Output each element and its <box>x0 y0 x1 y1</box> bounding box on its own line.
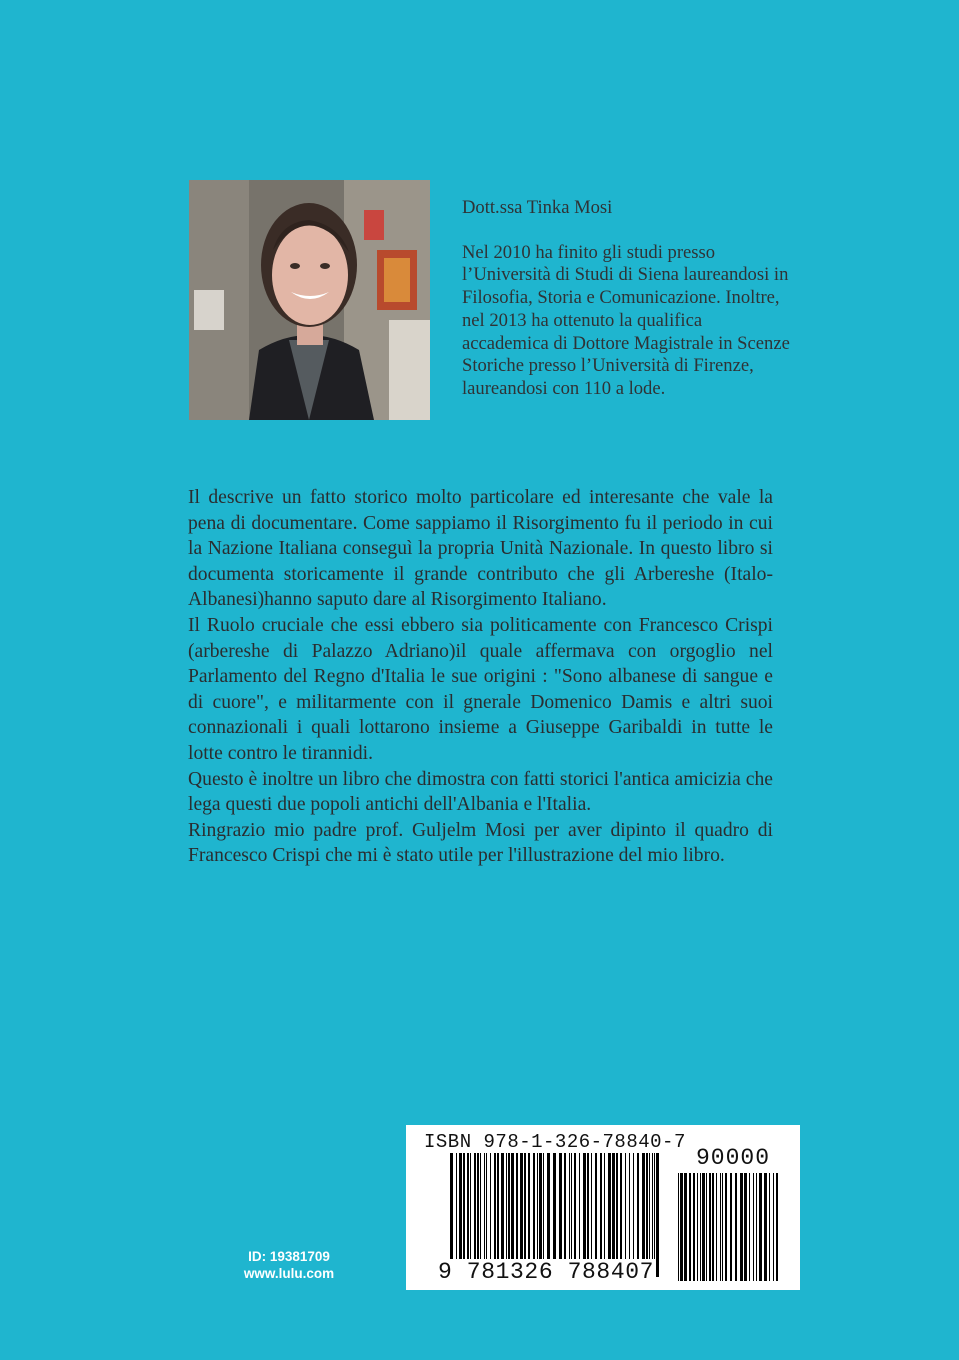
barcode-bar <box>722 1173 723 1281</box>
isbn-barcode <box>406 1125 800 1290</box>
price-code: 90000 <box>696 1145 771 1171</box>
barcode-bar <box>730 1173 732 1281</box>
barcode-bar <box>712 1173 714 1281</box>
description-paragraph: Questo è inoltre un libro che dimostra con fatti storici l'antica amicizia che lega questi due popoli antichi dell'Albania e l'Italia. <box>188 768 773 816</box>
author-name: Dott.ssa Tinka Mosi <box>462 197 613 218</box>
barcode-bar <box>756 1173 757 1281</box>
barcode-bar <box>680 1173 683 1281</box>
barcode-bar <box>769 1173 770 1281</box>
publisher-url: www.lulu.com <box>243 1266 335 1281</box>
barcode-digits: 9 781326 788407 <box>438 1259 655 1285</box>
barcode-bar <box>697 1173 698 1281</box>
barcode-bar <box>678 1173 679 1281</box>
barcode-bar <box>656 1153 659 1277</box>
author-bio-text: Nel 2010 ha finito gli studi presso l’Università di Studi di Siena laureandosi in Filosofia, Storia e Comunicazione. Inoltre, nel 2013 ha ottenuto la qualifica accademica di Dottore Magistrale in Scenze Storiche presso l’Università di Firenze, laureandosi con 110 a lode. <box>462 241 790 399</box>
book-description <box>188 485 773 869</box>
author-photo <box>189 180 430 420</box>
barcode-bar <box>759 1173 762 1281</box>
barcode-bar <box>776 1173 778 1281</box>
barcode-bar <box>700 1173 701 1281</box>
isbn-label: ISBN 978-1-326-78840-7 <box>424 1131 686 1153</box>
barcode-bar <box>716 1173 717 1281</box>
barcode-bar <box>773 1173 774 1281</box>
barcode-bar <box>735 1173 737 1281</box>
barcode-bar <box>753 1173 754 1281</box>
publisher-id: ID: 19381709 <box>248 1249 330 1264</box>
barcode-bar <box>764 1173 767 1281</box>
barcode-bar <box>740 1173 743 1281</box>
publisher-info <box>224 1248 354 1282</box>
description-paragraph: Il descrive un fatto storico molto particolare ed interesante che vale la pena di documentare. Come sappiamo il Risorgimento fu il periodo in cui la Nazione Italiana conseguì la propria Unità Nazionale. In questo libro si documenta storicamente il grande contributo che gli Arbereshe (Italo-Albanesi)hanno saputo dare al Risorgimento Italiano. <box>188 487 773 611</box>
barcode-bar <box>744 1173 747 1281</box>
description-paragraph: Ringrazio mio padre prof. Guljelm Mosi per aver dipinto il quadro di Francesco Crispi che mi è stato utile per l'illustrazione del mio libro. <box>188 819 773 867</box>
barcode-bar <box>720 1173 721 1281</box>
barcode-bar <box>725 1173 727 1281</box>
addon-barcode-bars <box>678 1173 782 1281</box>
description-paragraph: Il Ruolo cruciale che essi ebbero sia politicamente con Francesco Crispi (arbereshe di Palazzo Adriano)il quale affermava con orgoglio nel Parlamento del Regno d'Italia le sue origini : "Sono albanese di sangue e di cuore", e militarmente con il gnerale Domenico Damis e altri suoi connazionali i quali lottarono insieme a Giuseppe Garibaldi in tutte le lotte contro le tirannidi. <box>188 614 773 764</box>
barcode-bar <box>749 1173 750 1281</box>
barcode-bar <box>693 1173 695 1281</box>
barcode-bar <box>689 1173 691 1281</box>
barcode-bar <box>684 1173 687 1281</box>
barcode-bar <box>706 1173 707 1281</box>
author-bio <box>462 197 792 401</box>
barcode-bar <box>709 1173 711 1281</box>
barcode-bar <box>702 1173 705 1281</box>
